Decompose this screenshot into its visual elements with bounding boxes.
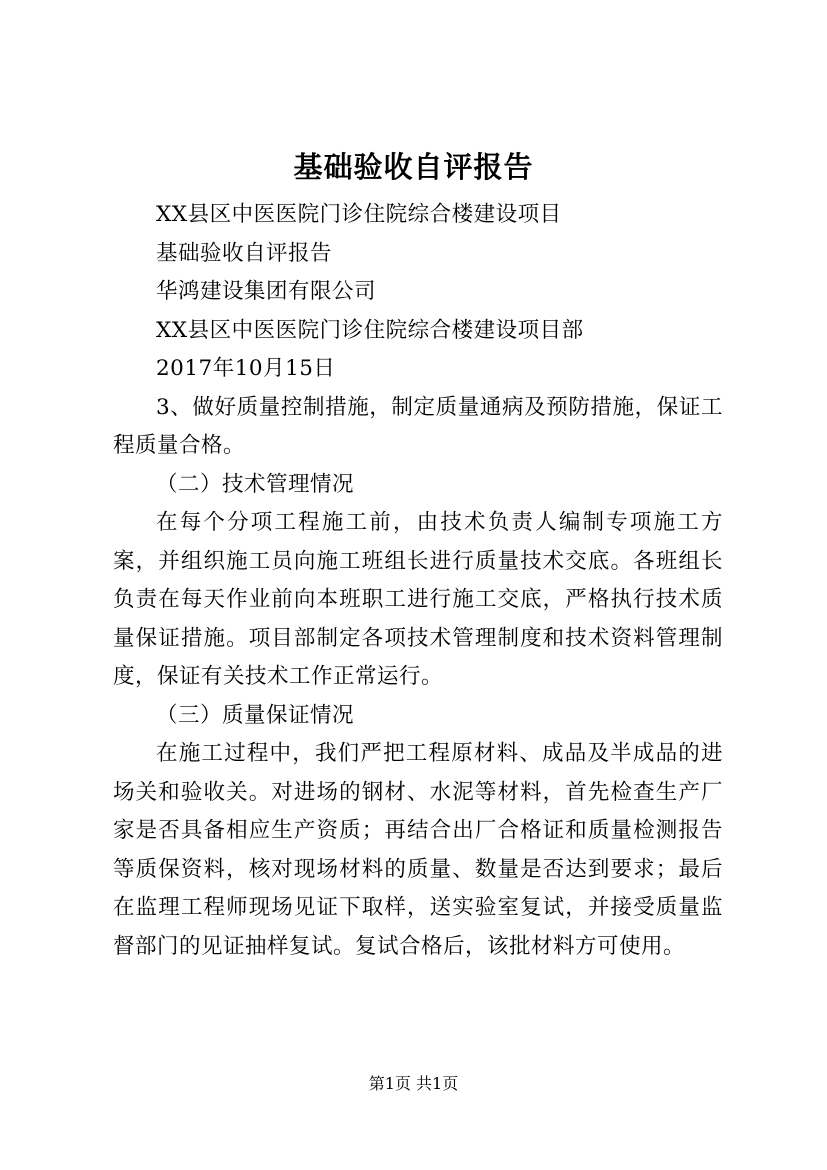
- project-name-line: XX县区中医医院门诊住院综合楼建设项目: [156, 202, 562, 227]
- company-name-line: 华鸿建设集团有限公司: [156, 279, 377, 304]
- section-heading-technical-management: （二）技术管理情况: [156, 471, 355, 497]
- quality-control-paragraph: 3、做好质量控制措施，制定质量通病及预防措施，保证工程质量合格。: [113, 394, 723, 458]
- report-date-line: 2017年10月15日: [156, 356, 336, 381]
- section-heading-quality-assurance: （三）质量保证情况: [156, 702, 355, 728]
- report-name-line: 基础验收自评报告: [156, 240, 333, 266]
- page-footer: 第1页 共1页: [368, 1074, 459, 1093]
- project-department-line: XX县区中医医院门诊住院综合楼建设项目部: [156, 317, 584, 343]
- technical-management-paragraph: 在每个分项工程施工前，由技术负责人编制专项施工方案，并组织施工员向施工班组长进行质量技术交底。各班组长负责在每天作业前向本班职工进行施工交底，严格执行技术质量保证措施。项目部制定各项技术管理制度和技术资料管理制度，保证有关技术工作正常运行。: [113, 510, 723, 689]
- document-body: [113, 196, 723, 966]
- quality-assurance-paragraph: 在施工过程中，我们严把工程原材料、成品及半成品的进场关和验收关。对进场的钢材、水泥等材料，首先检查生产厂家是否具备相应生产资质；再结合出厂合格证和质量检测报告等质保资料，核对现场材料的质量、数量是否达到要求；最后在监理工程师现场见证下取样，送实验室复试，并接受质量监督部门的见证抽样复试。复试合格后，该批材料方可使用。: [113, 741, 723, 959]
- document-title: 基础验收自评报告: [293, 150, 534, 184]
